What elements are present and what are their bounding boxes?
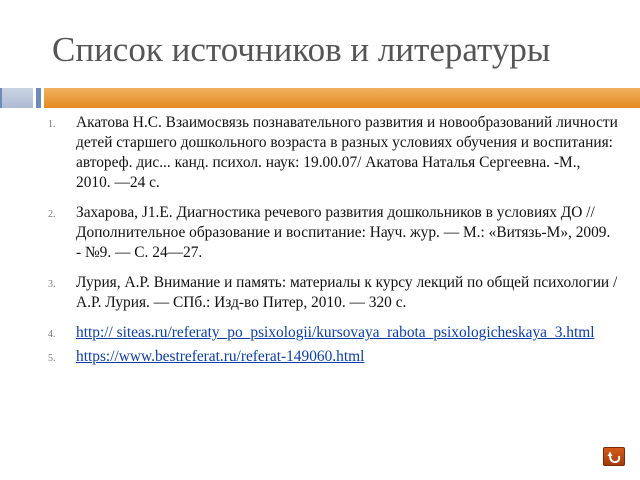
list-item-number: 3. (48, 279, 56, 290)
source-link-siteas[interactable]: http:// siteas.ru/referaty_po_psixologii/kursovaya_rabota_psixologicheskaya_3.html (76, 324, 595, 341)
list-item (48, 273, 618, 313)
list-item (48, 347, 618, 367)
list-item-number: 1. (48, 119, 56, 130)
slide-title: Список источников и литературы (52, 30, 551, 69)
divider-main-segment (44, 88, 640, 108)
list-item-text: Лурия, А.Р. Внимание и память: материалы к курсу лекций по общей психологии / А.Р. Лурия. — СПб.: Изд-во Питер, 2010. — 320 с. (76, 274, 618, 311)
divider-edge-segment (0, 88, 2, 108)
divider-left-segment (0, 88, 33, 108)
list-item-text: Захарова, J1.Е. Диагностика речевого развития дошкольников в условиях ДО // Дополнительное образование и воспитание: Науч. жур. — М.: «Витязь-М», 2009. - №9. — С. 24—27. (76, 204, 611, 261)
list-item (48, 203, 618, 263)
list-item-number: 5. (48, 353, 56, 364)
title-divider-bar (0, 88, 640, 108)
list-item (48, 323, 618, 343)
sources-list (48, 113, 618, 377)
list-item-text: Акатова Н.С. Взаимосвязь познавательного развития и новообразований личности детей старшего дошкольного возраста в разных условиях обучения и воспитания: автореф. дис... канд. психол. наук: 19.00.07/ Акатова Наталья Сергеевна. -М., 2010. —24 с. (76, 114, 618, 191)
return-button[interactable] (603, 447, 625, 466)
return-arrow-icon (607, 450, 622, 464)
source-link-bestreferat[interactable]: https://www.bestreferat.ru/referat-149060.html (76, 348, 365, 365)
list-item (48, 113, 618, 193)
list-item-number: 4. (48, 329, 56, 340)
list-item-number: 2. (48, 209, 56, 220)
divider-accent-segment (36, 88, 41, 108)
